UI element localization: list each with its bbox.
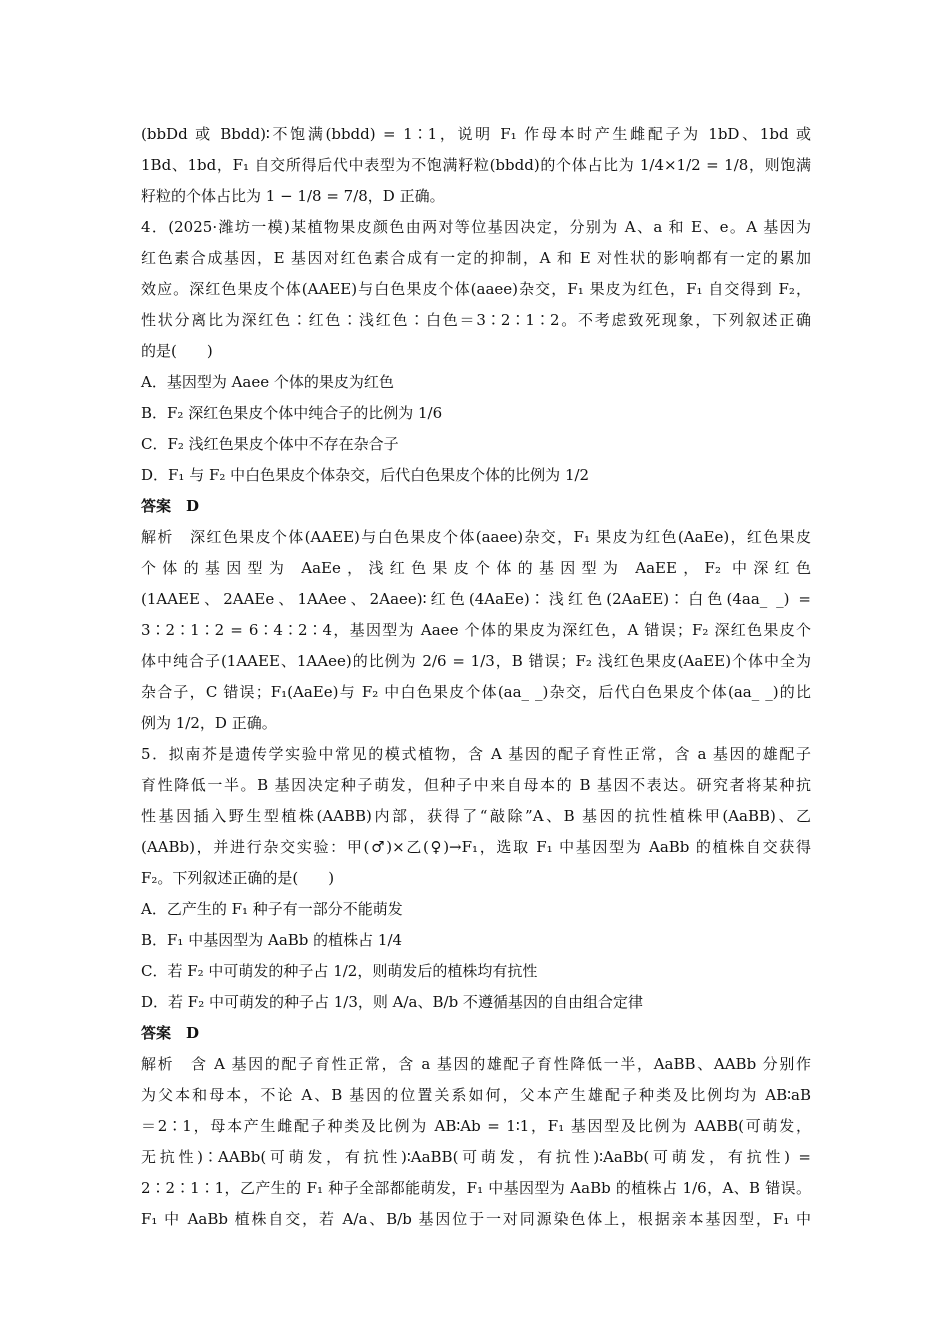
text-line: 籽粒的个体占比为 1 − 1/8 = 7/8，D 正确。 (141, 187, 445, 205)
option-c: C．F₂ 浅红色果皮个体中不存在杂合子 (141, 435, 399, 453)
option-b: B．F₁ 中基因型为 AaBb 的植株占 1/4 (141, 931, 403, 949)
text-line: 为父本和母本，不论 A、B 基因的位置关系如何，父本产生雄配子种类及比例均为 AB∶aB (141, 1086, 811, 1104)
text-line: 红色素合成基因，E 基因对红色素合成有一定的抑制，A 和 E 对性状的影响都有一定的累加 (141, 249, 811, 267)
answer-label: 答案 D (141, 497, 200, 515)
question-5-stem: 5．拟南芥是遗传学实验中常见的模式植物，含 A 基因的配子育性正常，含 a 基因的雄配子 (141, 745, 811, 763)
text-line: F₂。下列叙述正确的是( ) (141, 869, 335, 887)
text-line: 杂合子，C 错误；F₁(AaEe)与 F₂ 中白色果皮个体(aa_ _)杂交，后代白色果皮个体(aa_ _)的比 (141, 683, 811, 701)
text-line: 性基因插入野生型植株(AABB)内部，获得了“敲除”A、B 基因的抗性植株甲(AaBB)、乙 (141, 807, 811, 825)
text-line: 体中纯合子(1AAEE、1AAee)的比例为 2/6 = 1/3，B 错误；F₂ 浅红色果皮(AaEE)个体中全为 (141, 652, 811, 670)
text-line: 性状分离比为深红色∶红色∶浅红色∶白色＝3∶2∶1∶2。不考虑致死现象，下列叙述正确 (141, 311, 811, 329)
option-c: C．若 F₂ 中可萌发的种子占 1/2，则萌发后的植株均有抗性 (141, 962, 538, 980)
answer-label: 答案 D (141, 1024, 200, 1042)
option-d: D．F₁ 与 F₂ 中白色果皮个体杂交，后代白色果皮个体的比例为 1/2 (141, 466, 590, 484)
text-line: (1AAEE、2AAEe、1AAee、2Aaee)∶红色(4AaEe)∶浅红色(2AaEE)∶白色(4aa_ _) = (141, 590, 811, 608)
text-line: F₁ 中 AaBb 植株自交，若 A/a、B/b 基因位于一对同源染色体上，根据亲本基因型，F₁ 中 (141, 1210, 811, 1228)
question-4-stem: 4．(2025·潍坊一模)某植物果皮颜色由两对等位基因决定，分别为 A、a 和 E、e。A 基因为 (141, 218, 811, 236)
text-line: 育性降低一半。B 基因决定种子萌发，但种子中来自母本的 B 基因不表达。研究者将某种抗 (141, 776, 811, 794)
option-a: A．乙产生的 F₁ 种子有一部分不能萌发 (141, 900, 403, 918)
text-line: 例为 1/2，D 正确。 (141, 714, 277, 732)
option-a: A．基因型为 Aaee 个体的果皮为红色 (141, 373, 394, 391)
option-d: D．若 F₂ 中可萌发的种子占 1/3，则 A/a、B/b 不遵循基因的自由组合定律 (141, 993, 643, 1011)
analysis-text: 解析 含 A 基因的配子育性正常，含 a 基因的雄配子育性降低一半，AaBB、AABb 分别作 (141, 1055, 811, 1073)
text-line: 2∶2∶1∶1，乙产生的 F₁ 种子全部都能萌发，F₁ 中基因型为 AaBb 的植株占 1/6，A、B 错误。 (141, 1179, 811, 1197)
analysis-text: 解析 深红色果皮个体(AAEE)与白色果皮个体(aaee)杂交，F₁ 果皮为红色(AaEe)，红色果皮 (141, 528, 811, 546)
text-line: (AABb)，并进行杂交实验：甲(♂)×乙(♀)→F₁，选取 F₁ 中基因型为 AaBb 的植株自交获得 (141, 838, 811, 856)
text-line: 的是( ) (141, 342, 213, 360)
text-line: (bbDd 或 Bbdd)∶不饱满(bbdd) = 1∶1，说明 F₁ 作母本时产生雌配子为 1bD、1bd 或 (141, 125, 811, 143)
text-line: 1Bd、1bd，F₁ 自交所得后代中表型为不饱满籽粒(bbdd)的个体占比为 1/4×1/2 = 1/8，则饱满 (141, 156, 811, 174)
text-line: 个体的基因型为 AaEe，浅红色果皮个体的基因型为 AaEE，F₂ 中深红色 (141, 559, 811, 577)
text-line: 无抗性)∶AABb(可萌发，有抗性)∶AaBB(可萌发，有抗性)∶AaBb(可萌发，有抗性) = (141, 1148, 811, 1166)
text-line: 3∶2∶1∶2 = 6∶4∶2∶4，基因型为 Aaee 个体的果皮为深红色，A 错误；F₂ 深红色果皮个 (141, 621, 811, 639)
option-b: B．F₂ 深红色果皮个体中纯合子的比例为 1/6 (141, 404, 443, 422)
text-line: ＝2∶1，母本产生雌配子种类及比例为 AB∶Ab = 1∶1，F₁ 基因型及比例为 AABB(可萌发， (141, 1117, 811, 1135)
text-line: 效应。深红色果皮个体(AAEE)与白色果皮个体(aaee)杂交，F₁ 果皮为红色，F₁ 自交得到 F₂， (141, 280, 811, 298)
